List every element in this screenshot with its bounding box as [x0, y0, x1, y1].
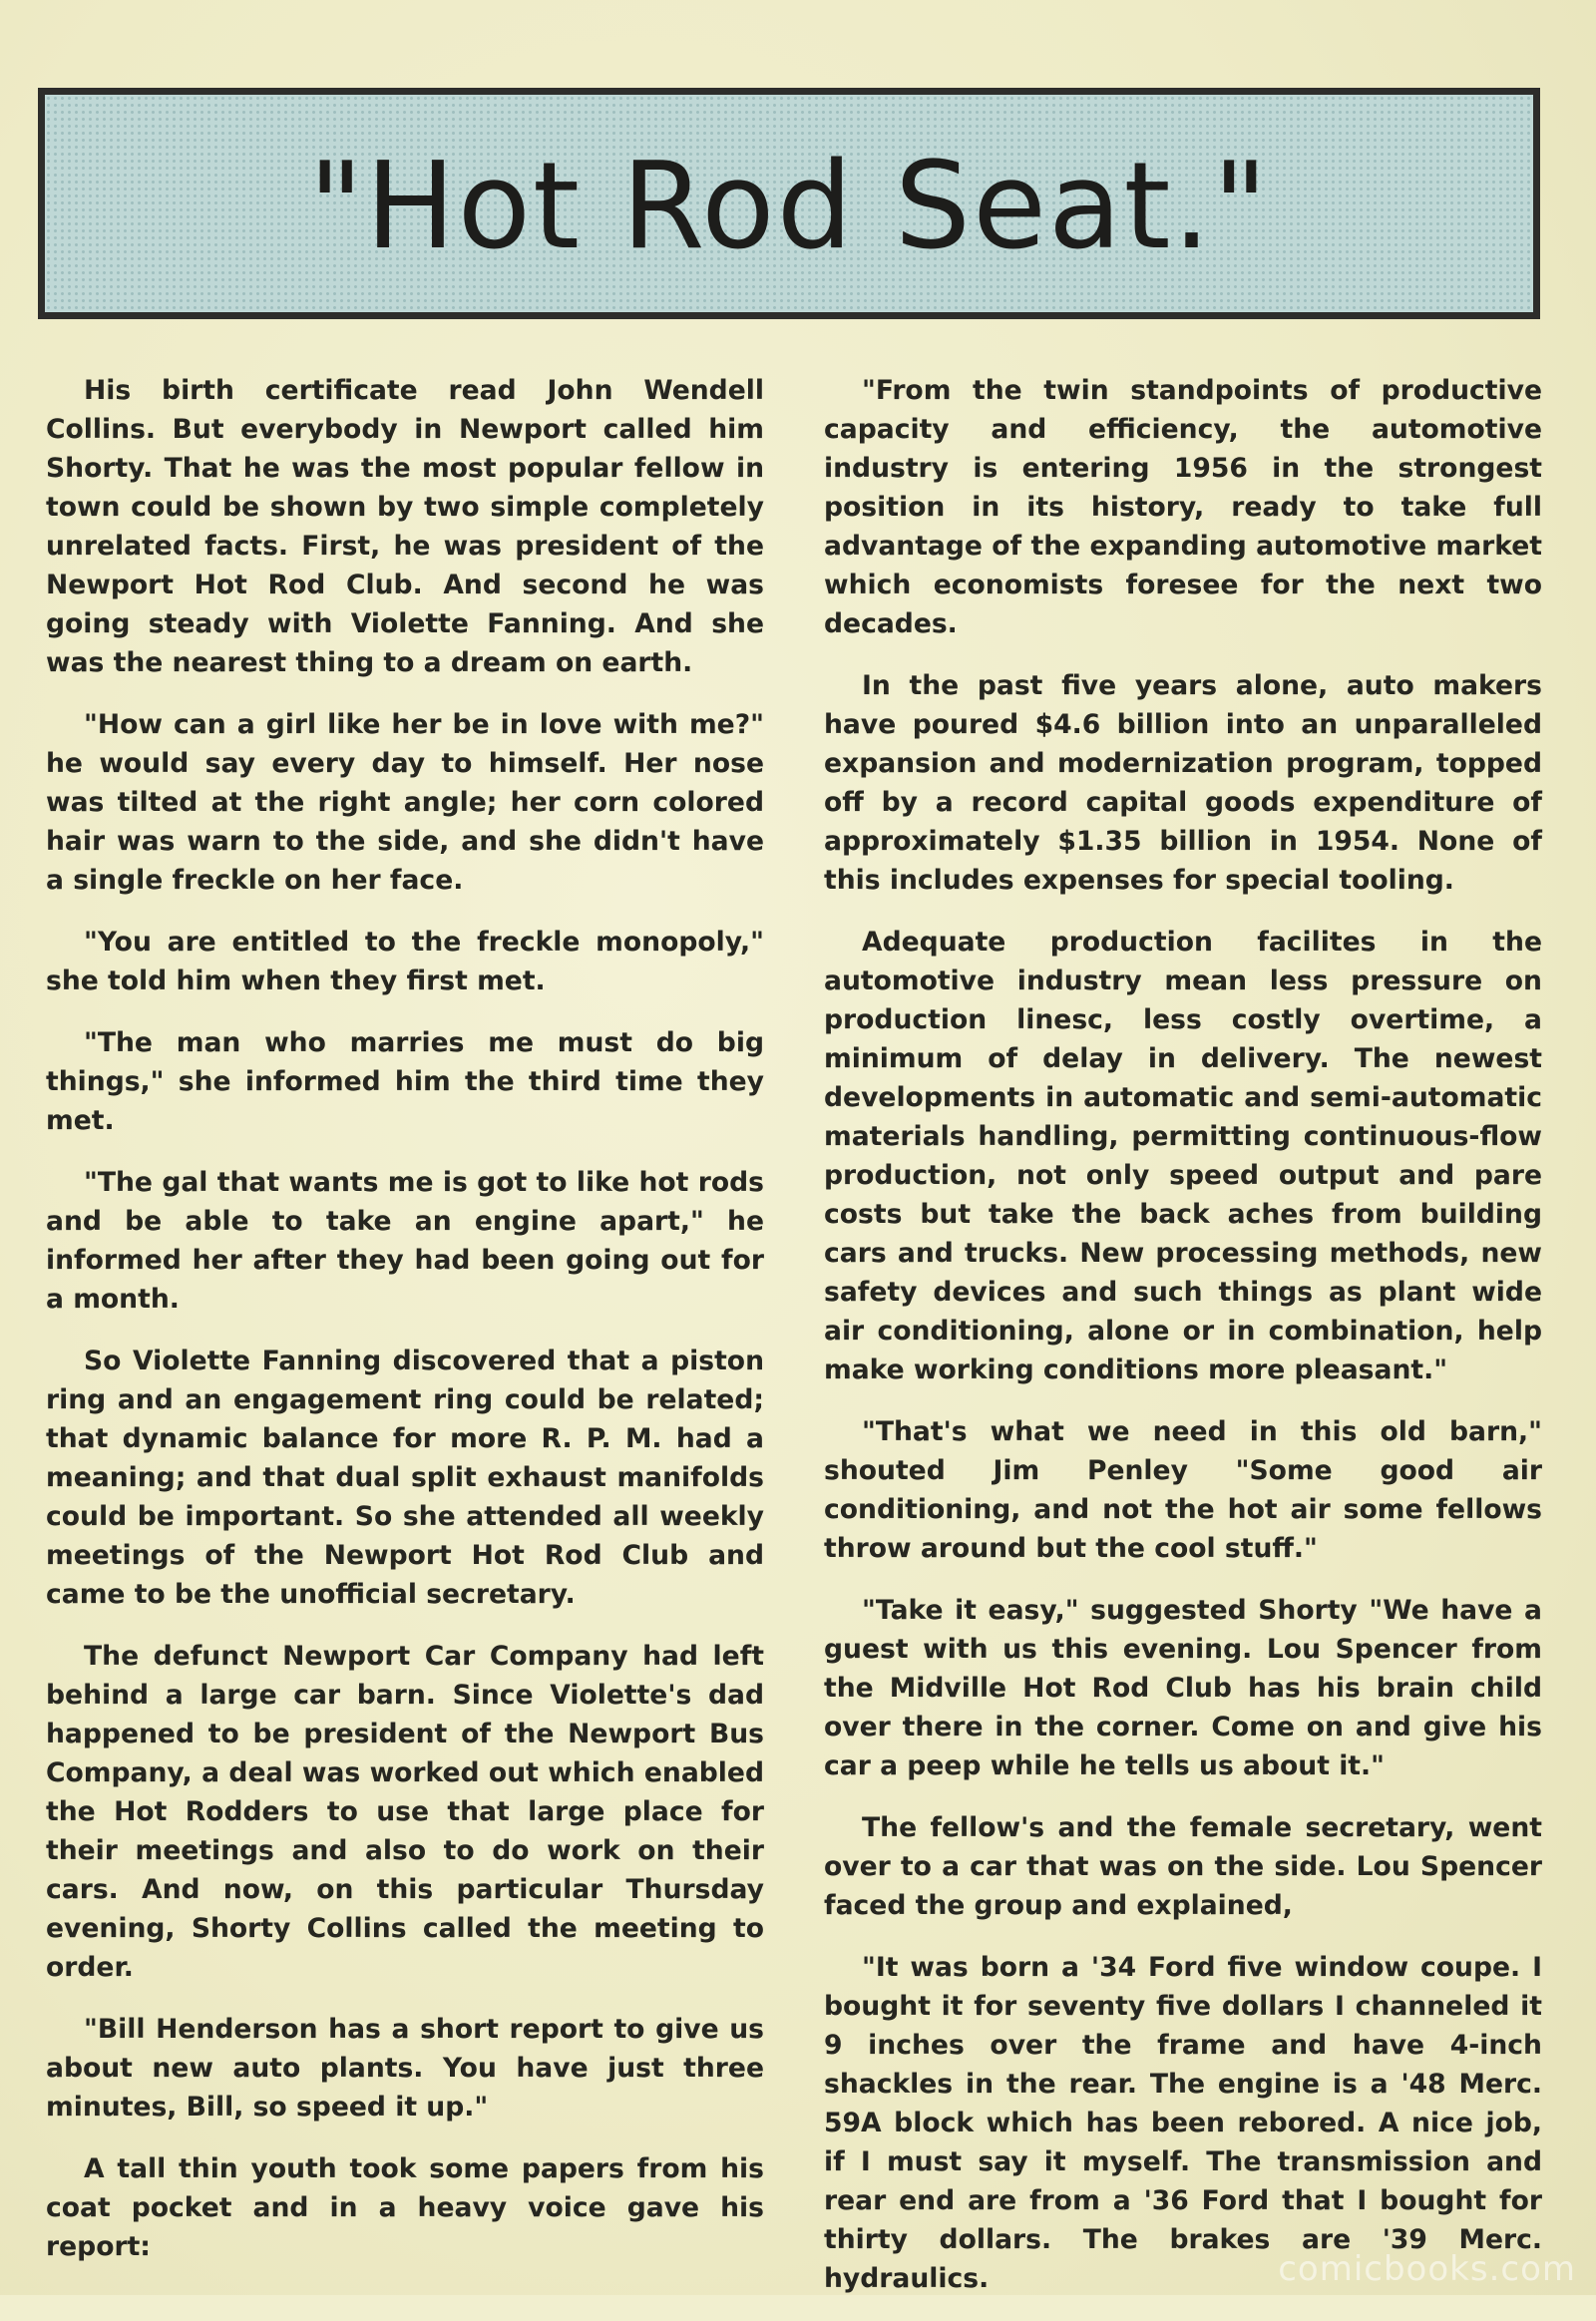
paragraph: "Take it easy," suggested Shorty "We have a guest with us this evening. Lou Spencer from the Midville Hot Rod Club has his brain child over there in the corner. Come on and give his car a peep while he tells us about it." [824, 1595, 1542, 1781]
paragraph: The defunct Newport Car Company had left behind a large car barn. Since Violette's dad happened to be president of the Newport Bus Company, a deal was worked out which enabled the Hot Rodders to use that large place for their meetings and also to do work on their cars. And now, on this particular Thursday evening, Shorty Collins called the meeting to order. [46, 1641, 764, 1983]
paragraph: A tall thin youth took some papers from his coat pocket and in a heavy voice gave his report: [46, 2153, 764, 2262]
paragraph: "It was born a '34 Ford five window coupe. I bought it for seventy five dollars I channeled it 9 inches over the frame and have 4-inch shackles in the rear. The engine is a '48 Merc. 59A block which has been rebored. A nice job, if I must say it myself. The transmission and rear end are from a '36 Ford that I bought for thirty dollars. The brakes are '39 Merc. hydraulics. [824, 1952, 1542, 2294]
story-title: "Hot Rod Seat." [308, 137, 1270, 276]
paragraph: "How can a girl like her be in love with me?" he would say every day to himself. Her nose was tilted at the right angle; her corn colored hair was warn to the side, and she didn't have a single freckle on her face. [46, 709, 764, 896]
paragraph: His birth certificate read John Wendell Collins. But everybody in Newport called him Shorty. That he was the most popular fellow in town could be shown by two simple completely unrelated facts. First, he was president of the Newport Hot Rod Club. And second he was going steady with Violette Fanning. And she was the nearest thing to a dream on earth. [46, 375, 764, 678]
watermark: comicbooks.com [1278, 2249, 1576, 2289]
paragraph: "You are entitled to the freckle monopoly," she told him when they first met. [46, 927, 764, 996]
paragraph: Adequate production facilites in the automotive industry mean less pressure on production linesc, less costly overtime, a minimum of delay in delivery. The newest developments in automatic and semi-automatic materials handling, permitting continuous-flow production, not only speed output and pare costs but take the back aches from building cars and trucks. New processing methods, new safety devices and such things as plant wide air conditioning, alone or in combination, help make working conditions more pleasant." [824, 927, 1542, 1385]
paragraph: "The gal that wants me is got to like hot rods and be able to take an engine apart," he informed her after they had been going out for a month. [46, 1167, 764, 1315]
paragraph: The fellow's and the female secretary, went over to a car that was on the side. Lou Spencer faced the group and explained, [824, 1812, 1542, 1921]
paragraph: "That's what we need in this old barn," shouted Jim Penley "Some good air conditioning, and not the hot air some fellows throw around but the cool stuff." [824, 1416, 1542, 1564]
paragraph: "The man who marries me must do big things," she informed him the third time they met. [46, 1027, 764, 1136]
right-column [824, 371, 1542, 2321]
paragraph: So Violette Fanning discovered that a piston ring and an engagement ring could be related; that dynamic balance for more R. P. M. had a meaning; and that dual split exhaust manifolds could be important. So she attended all weekly meetings of the Newport Hot Rod Club and came to be the unofficial secretary. [46, 1346, 764, 1610]
paragraph: "From the twin standpoints of productive capacity and efficiency, the automotive industry is entering 1956 in the strongest position in its history, ready to take full advantage of the expanding automotive market which economists foresee for the next two decades. [824, 375, 1542, 639]
title-banner [38, 88, 1540, 319]
paragraph: In the past five years alone, auto makers have poured $4.6 billion into an unparalleled expansion and modernization program, topped off by a record capital goods expenditure of approximately $1.35 billion in 1954. None of this includes expenses for special tooling. [824, 670, 1542, 896]
left-column [46, 371, 764, 2289]
paragraph: "Bill Henderson has a short report to give us about new auto plants. You have just three minutes, Bill, so speed it up." [46, 2014, 764, 2123]
